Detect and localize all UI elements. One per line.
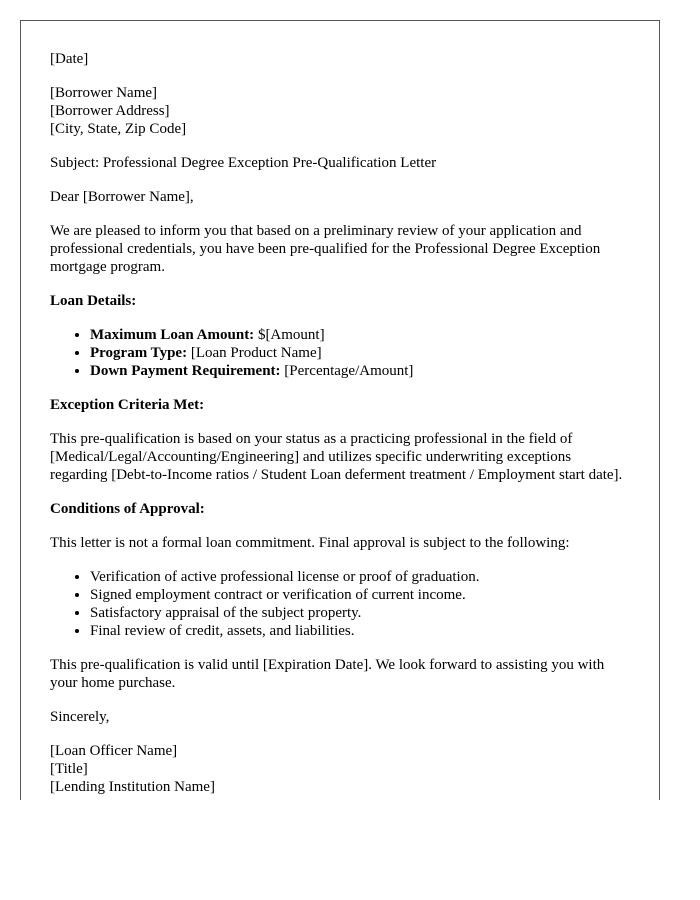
loan-detail-value: [Loan Product Name]: [187, 345, 322, 361]
recipient-city-state-zip: [City, State, Zip Code]: [50, 121, 187, 137]
loan-detail-label: Maximum Loan Amount:: [90, 327, 255, 343]
loan-detail-label: Program Type:: [90, 345, 188, 361]
closing: Sincerely,: [50, 709, 110, 725]
letter-subject: Subject: Professional Degree Exception Pre-Qualification Letter: [50, 155, 437, 171]
loan-details-list: [50, 326, 630, 380]
condition-item: • Final review of credit, assets, and liabilities.: [90, 622, 630, 640]
conditions-intro: This letter is not a formal loan commitment. Final approval is subject to the following:: [50, 535, 570, 551]
condition-item: • Satisfactory appraisal of the subject property.: [90, 604, 630, 622]
signature-institution: [Lending Institution Name]: [50, 779, 215, 795]
letter-page: [20, 20, 660, 800]
loan-detail-value: [Percentage/Amount]: [280, 363, 414, 379]
conditions-list: [50, 568, 630, 640]
recipient-block: [50, 84, 630, 138]
signature-block: [50, 742, 630, 796]
condition-item: • Signed employment contract or verification of current income.: [90, 586, 630, 604]
loan-detail-value: $[Amount]: [254, 327, 325, 343]
letter-content: [50, 50, 630, 800]
condition-item: • Verification of active professional license or proof of graduation.: [90, 568, 630, 586]
exception-criteria-text: This pre-qualification is based on your status as a practicing professional in the field of [Medical/Legal/Accounting/Engineering] and utilizes specific underwriting exceptions regarding [Debt-to-Income ratios / Student Loan deferment treatment / Employment start date].: [50, 431, 623, 483]
conditions-heading: Conditions of Approval:: [50, 501, 205, 517]
intro-paragraph: We are pleased to inform you that based on a preliminary review of your application and professional credentials, you have been pre-qualified for the Professional Degree Exception mortgage program.: [50, 223, 601, 275]
recipient-address: [Borrower Address]: [50, 103, 170, 119]
signature-title: [Title]: [50, 761, 88, 777]
loan-detail-item: [90, 362, 630, 380]
letter-date: [Date]: [50, 51, 89, 67]
exception-criteria-heading: Exception Criteria Met:: [50, 397, 205, 413]
validity-paragraph: This pre-qualification is valid until [Expiration Date]. We look forward to assisting you with your home purchase.: [50, 657, 605, 691]
loan-detail-item: [90, 326, 630, 344]
salutation: Dear [Borrower Name],: [50, 189, 194, 205]
signature-name: [Loan Officer Name]: [50, 743, 178, 759]
recipient-name: [Borrower Name]: [50, 85, 158, 101]
loan-detail-label: Down Payment Requirement:: [90, 363, 281, 379]
loan-details-heading: Loan Details:: [50, 293, 137, 309]
loan-detail-item: [90, 344, 630, 362]
